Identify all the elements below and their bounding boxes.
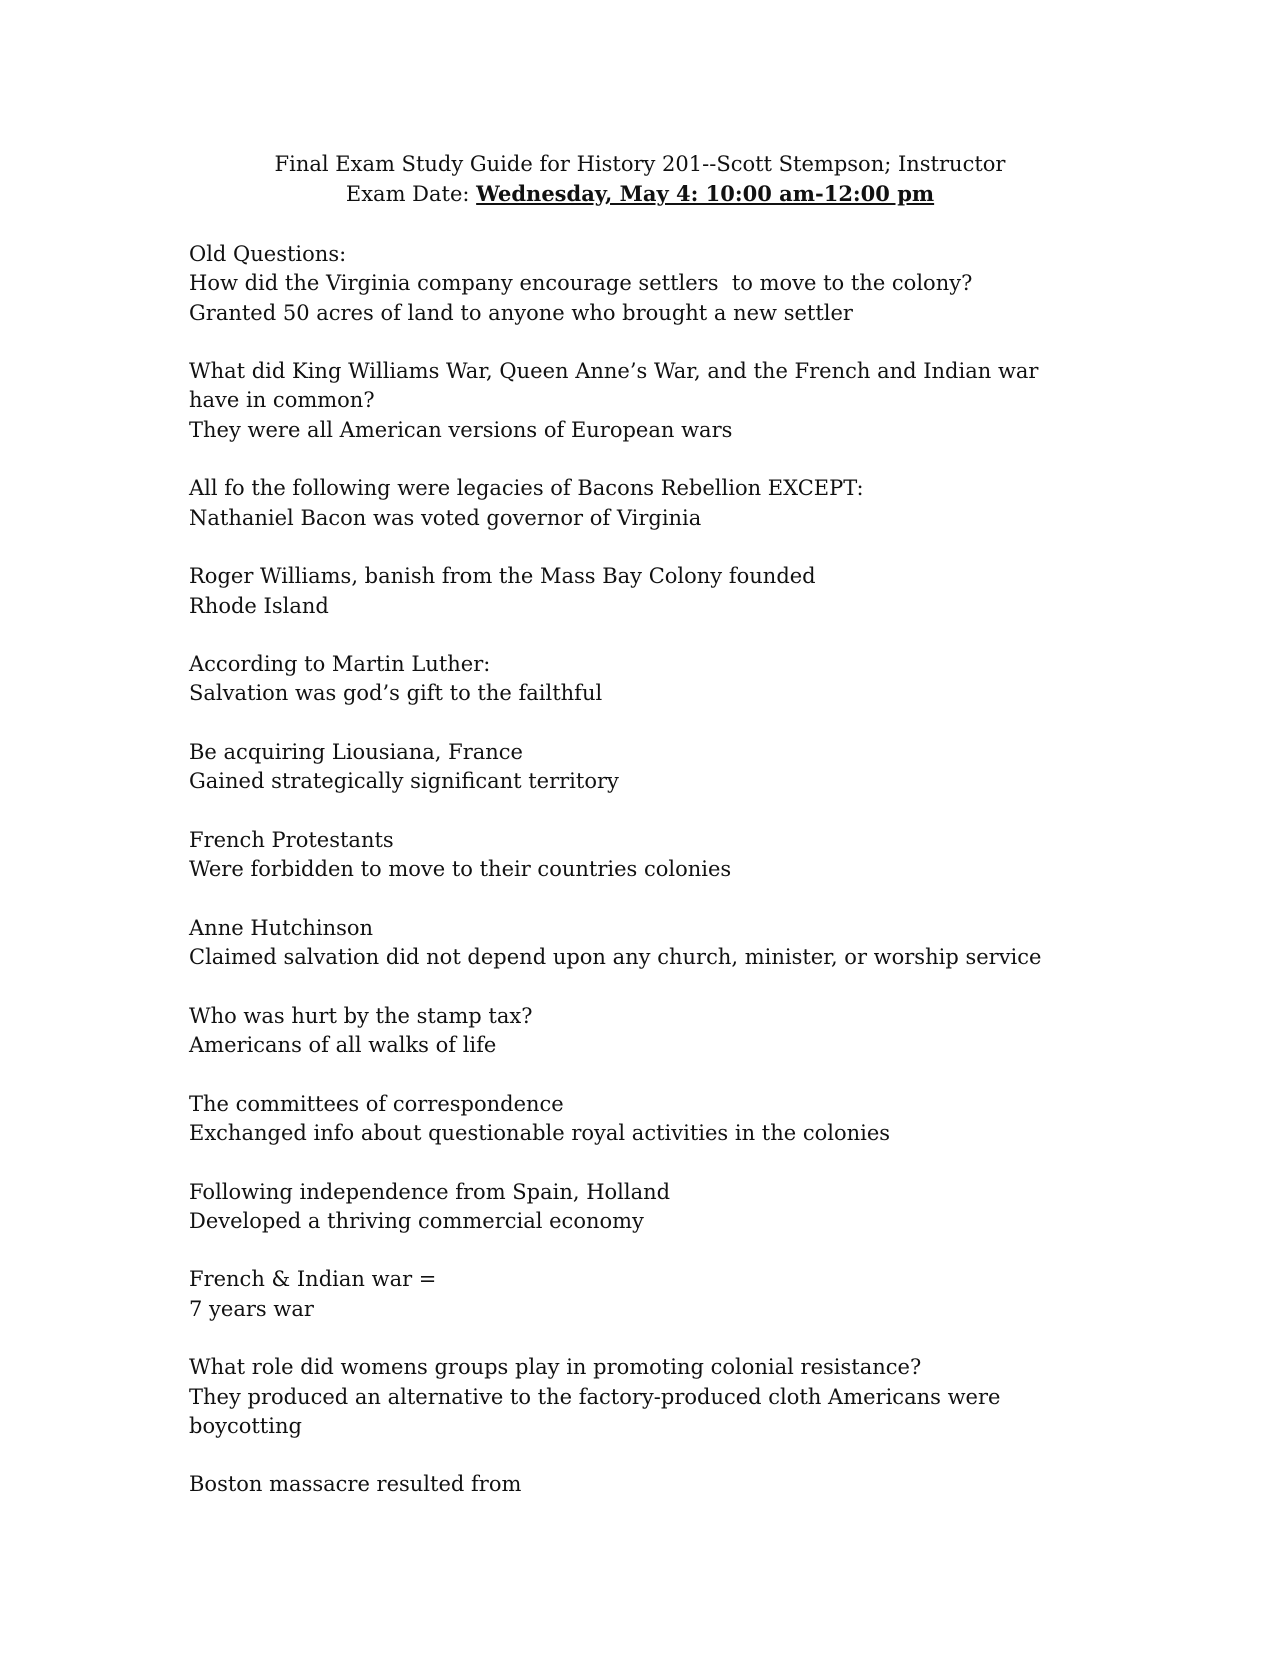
question-text: Anne Hutchinson (189, 915, 374, 940)
question-block (189, 474, 1089, 533)
answer-text: Gained strategically significant territory (189, 769, 619, 794)
question-block (189, 1002, 1089, 1061)
question-block (189, 1090, 1089, 1149)
question-text: have in common? (189, 388, 375, 413)
page-title: Final Exam Study Guide for History 201--Scott Stempson; Instructor (274, 152, 1006, 176)
answer-text: Were forbidden to move to their countries colonies (189, 857, 732, 882)
question-block (189, 914, 1089, 973)
answer-text: Rhode Island (189, 593, 329, 618)
question-text: How did the Virginia company encourage settlers to move to the colony? (189, 271, 973, 296)
answer-text: Developed a thriving commercial economy (189, 1208, 644, 1233)
exam-date-value: Wednesday, May 4: 10:00 am-12:00 pm (476, 181, 935, 206)
question-text: What did King Williams War, Queen Anne’s War, and the French and Indian war (189, 359, 1039, 384)
question-text: Following independence from Spain, Holland (189, 1179, 671, 1204)
answer-text: Salvation was god’s gift to the failthful (189, 681, 603, 706)
study-guide-content (189, 240, 1089, 1529)
answer-text: They produced an alternative to the factory-produced cloth Americans were (189, 1384, 1001, 1409)
question-text: The committees of correspondence (189, 1091, 564, 1116)
answer-text: They were all American versions of European wars (189, 417, 733, 442)
question-text: All fo the following were legacies of Bacons Rebellion EXCEPT: (189, 476, 864, 501)
question-text: What role did womens groups play in promoting colonial resistance? (189, 1355, 922, 1380)
answer-text: Nathaniel Bacon was voted governor of Virginia (189, 505, 702, 530)
text-line: Old Questions: (189, 242, 347, 266)
question-block (189, 562, 1089, 621)
document-header (0, 150, 1280, 209)
answer-text: Granted 50 acres of land to anyone who brought a new settler (189, 300, 853, 325)
answer-text: Americans of all walks of life (189, 1033, 497, 1058)
question-text: Who was hurt by the stamp tax? (189, 1003, 533, 1028)
answer-text: Exchanged info about questionable royal activities in the colonies (189, 1120, 891, 1145)
question-text: According to Martin Luther: (189, 652, 491, 677)
answer-text: 7 years war (189, 1296, 314, 1321)
question-text: Roger Williams, banish from the Mass Bay Colony founded (189, 564, 816, 589)
exam-date-line (0, 179, 1280, 209)
question-block (189, 1353, 1089, 1441)
question-block (189, 357, 1089, 445)
question-text: Boston massacre resulted from (189, 1472, 522, 1497)
question-text: French & Indian war = (189, 1267, 437, 1292)
question-text: French Protestants (189, 827, 394, 852)
question-block (189, 650, 1089, 709)
question-block (189, 1265, 1089, 1324)
exam-date-label: Exam Date: (345, 182, 477, 206)
question-block (189, 240, 1089, 328)
answer-text: Claimed salvation did not depend upon any church, minister, or worship service (189, 945, 1042, 970)
question-block (189, 1470, 1089, 1499)
answer-text: boycotting (189, 1413, 302, 1438)
question-block (189, 738, 1089, 797)
question-text: Be acquiring Liousiana, France (189, 740, 523, 765)
question-block (189, 826, 1089, 885)
question-block (189, 1178, 1089, 1237)
